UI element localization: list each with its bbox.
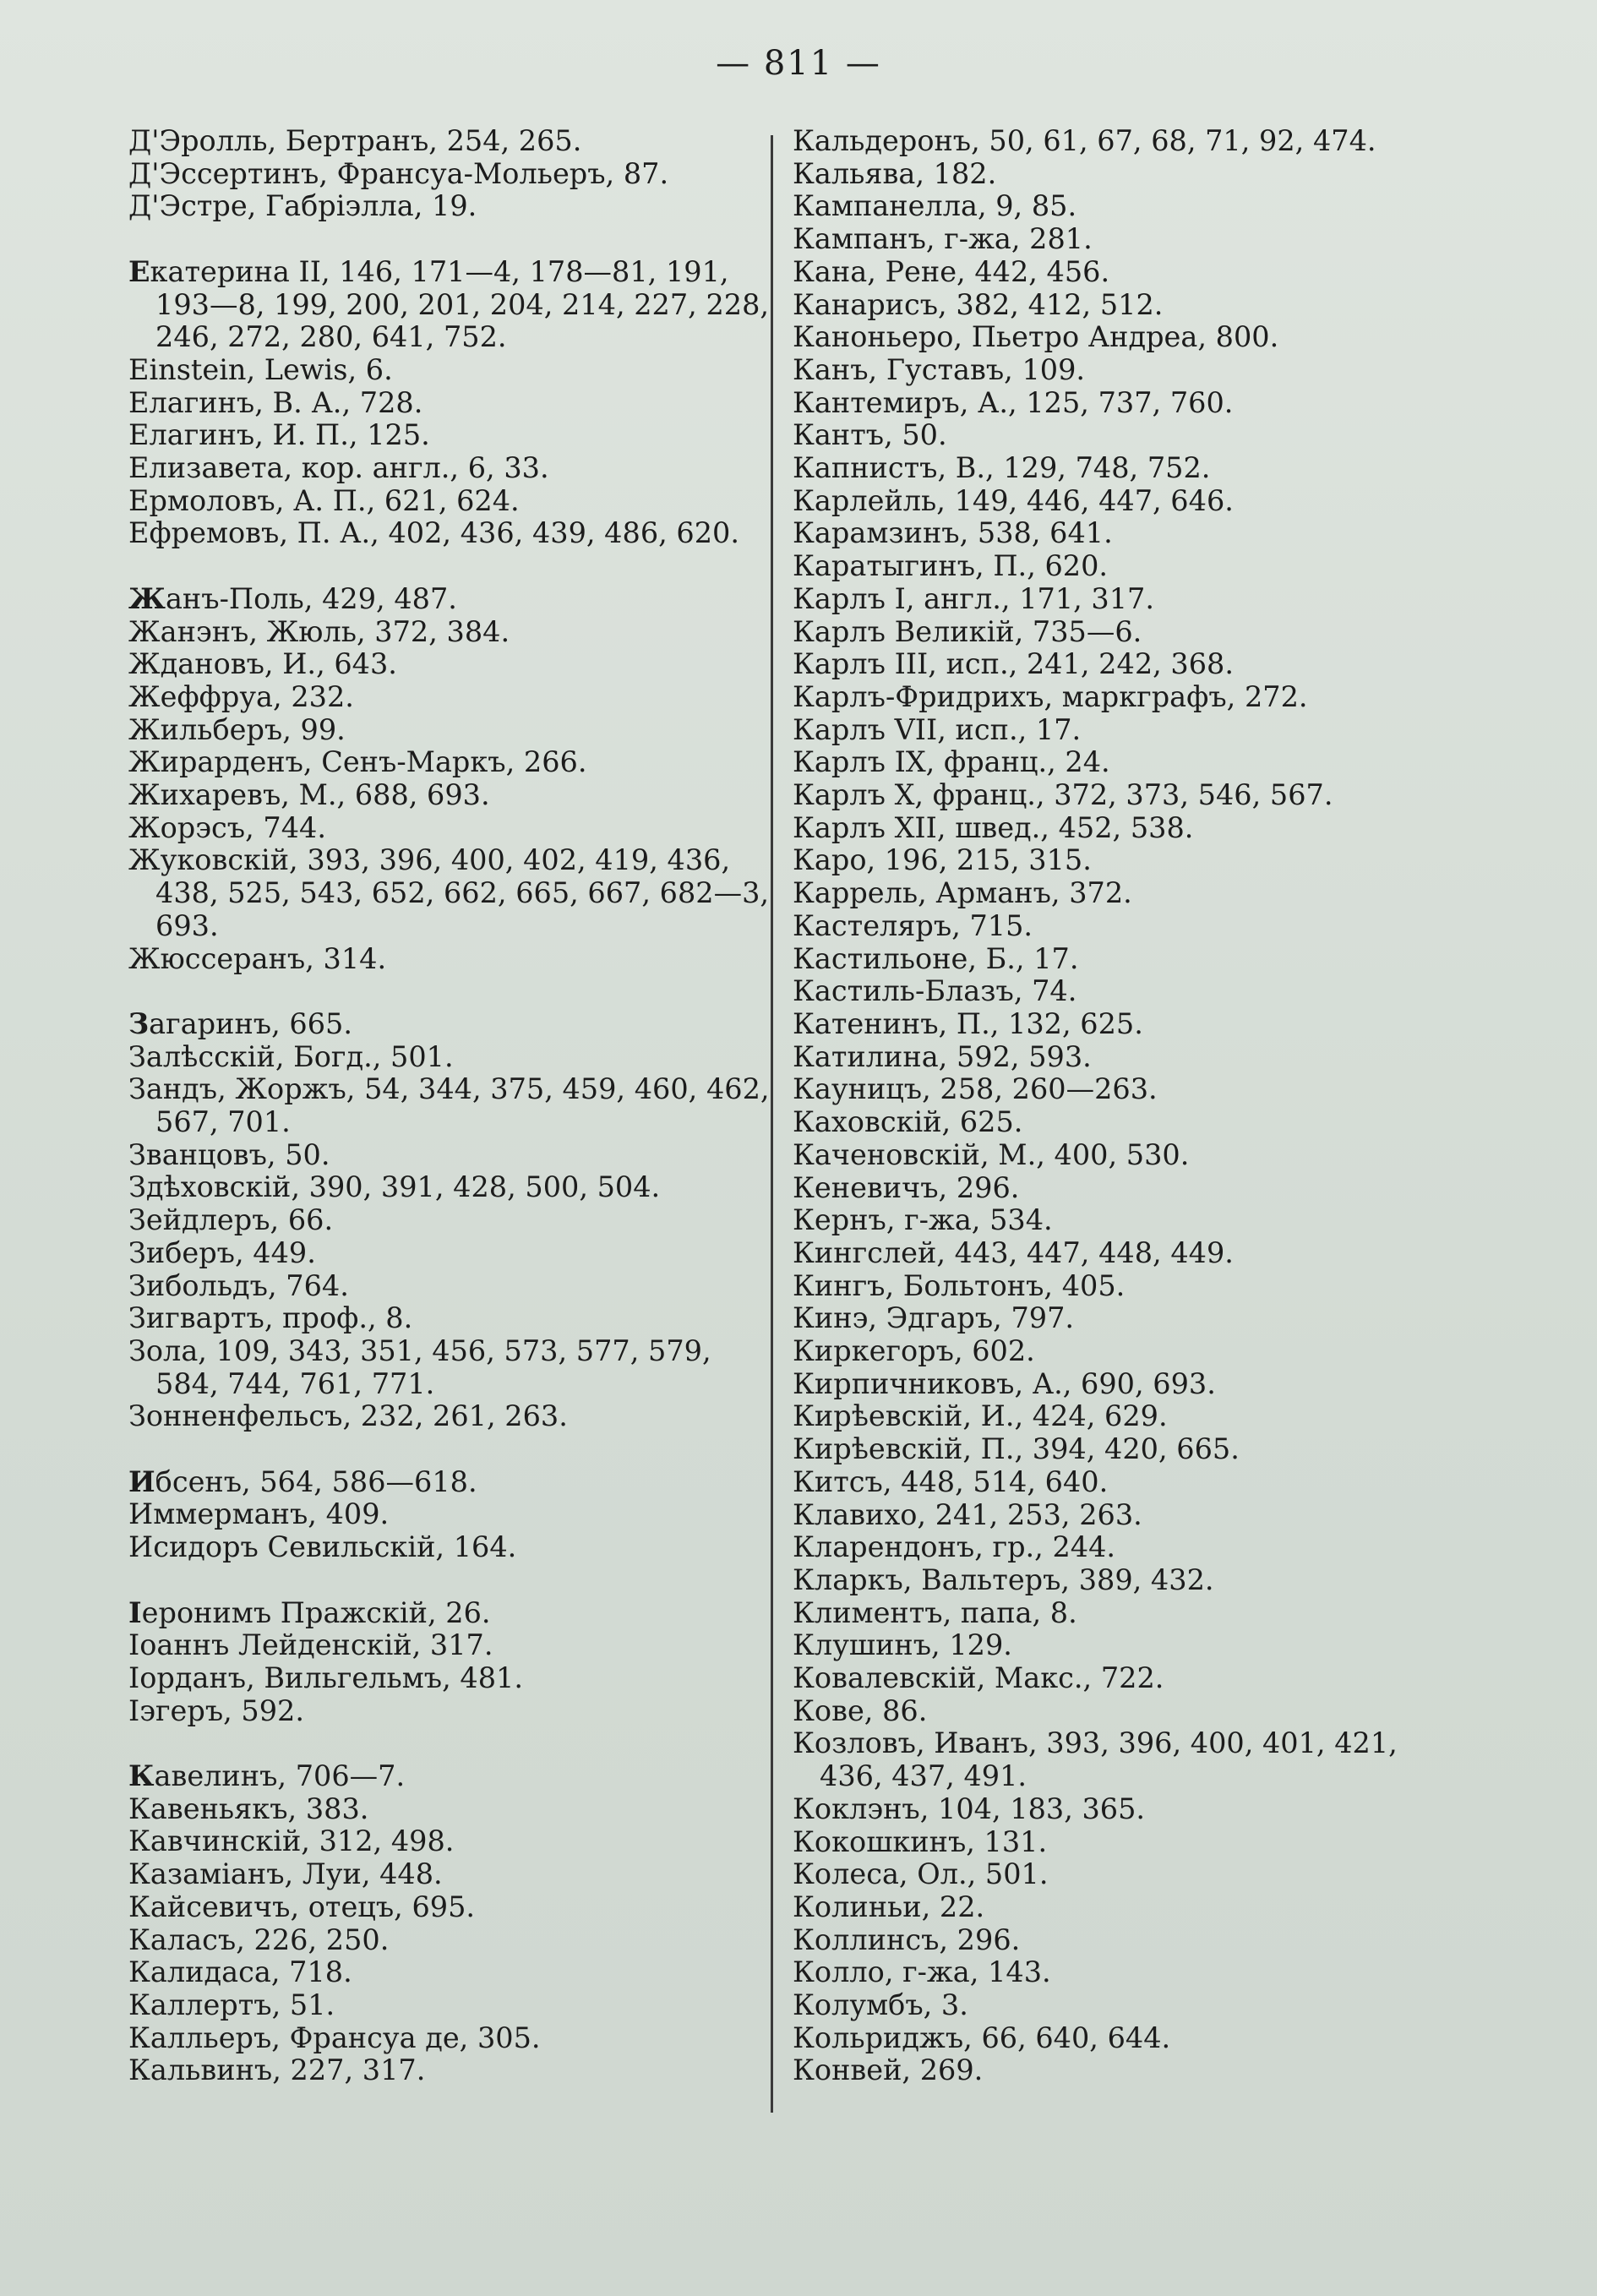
index-entry [128,1760,771,1793]
index-entry: Кантъ, 50. [793,418,947,452]
entry-text: еронимъ Пражскій, 26. [141,1595,491,1629]
index-entry: Кинэ, Эдгаръ, 797. [793,1301,1075,1335]
entry-text: Іоаннъ Лейденскій, 317. [128,1628,493,1662]
index-entry: Колеса, Ол., 501. [793,1857,1049,1891]
entry-text: Д'Эролль, Бертранъ, 254, 265. [128,124,582,157]
entry-text: Зола, 109, 343, 351, 456, 573, 577, 579, 584, 744, 761, 771. [128,1333,711,1400]
index-entry [128,125,771,158]
index-entry: Кольриджъ, 66, 640, 644. [793,2021,1171,2054]
index-entry [128,1335,771,1400]
entry-text: бсенъ, 564, 586—618. [155,1464,477,1498]
index-entry: Капнистъ, В., 129, 748, 752. [793,451,1211,485]
index-entry [128,1073,771,1138]
index-entry [128,1139,771,1172]
index-entry: Колумбъ, 3. [793,1988,968,2022]
index-entry [128,1270,771,1303]
entry-text: Жорэсъ, 744. [128,810,326,844]
index-entry [128,1825,771,1858]
entry-text: Званцовъ, 50. [128,1137,330,1171]
index-entry: Карамзинъ, 538, 641. [793,516,1113,550]
index-entry: Каратыгинъ, П., 620. [793,549,1109,583]
entry-text: Елагинъ, В. А., 728. [128,385,423,419]
entry-text: Залѣсскій, Богд., 501. [128,1039,454,1073]
index-column-left [128,125,771,2087]
entry-text: Зигвартъ, проф., 8. [128,1301,413,1335]
index-entry [128,844,771,942]
index-entry: Каноньеро, Пьетро Андреа, 800. [793,320,1279,354]
entry-text: авелинъ, 706—7. [154,1759,406,1793]
index-entry: Карлъ I, англ., 171, 317. [793,581,1155,615]
index-entry: Катенинъ, П., 132, 625. [793,1006,1143,1040]
section-initial: З [128,1006,150,1040]
index-entry: Колиньи, 22. [793,1890,985,1923]
index-entry [128,158,771,191]
index-entry: Канарисъ, 382, 412, 512. [793,287,1164,321]
index-entry: Кирѣевскій, П., 394, 420, 665. [793,1432,1240,1466]
index-entry [128,779,771,812]
entry-text: Кальвинъ, 227, 317. [128,2053,426,2087]
index-entry: Кингслей, 443, 447, 448, 449. [793,1235,1234,1269]
section-initial: Ж [128,581,166,615]
index-entry: Козловъ, Иванъ, 393, 396, 400, 401, 421, 436, 437, 491. [793,1726,1398,1793]
index-entry [128,1629,771,1662]
index-entry [128,1989,771,2022]
entry-text: Жильберъ, 99. [128,712,346,746]
index-entry [128,1924,771,1957]
entry-text: Калидаса, 718. [128,1955,352,1989]
index-entry: Кальдеронъ, 50, 61, 67, 68, 71, 92, 474. [793,124,1376,157]
group-gap [128,550,771,583]
section-initial: К [128,1759,155,1793]
index-entry: Кампанелла, 9, 85. [793,189,1077,223]
entry-text: Зиберъ, 449. [128,1235,316,1269]
entry-text: Жеффруа, 232. [128,679,354,713]
index-entry [128,2022,771,2055]
index-entry: Карлъ III, исп., 241, 242, 368. [793,647,1235,681]
index-entry [128,1171,771,1204]
index-entry: Конвей, 269. [793,2053,984,2087]
index-entry: Каро, 196, 215, 315. [793,843,1092,877]
index-entry: Карлъ XII, швед., 452, 538. [793,810,1194,844]
index-entry: Китсъ, 448, 514, 640. [793,1464,1109,1498]
index-entry: Коллинсъ, 296. [793,1922,1021,1956]
index-entry [128,1858,771,1891]
index-entry [128,485,771,518]
index-entry: Коклэнъ, 104, 183, 365. [793,1792,1146,1825]
index-entry: Кирпичниковъ, А., 690, 693. [793,1366,1216,1400]
index-entry [128,190,771,223]
index-entry [128,517,771,550]
entry-text: Жанэнъ, Жюль, 372, 384. [128,614,510,648]
index-entry [128,387,771,420]
index-entry [128,1302,771,1335]
index-entry [128,1695,771,1728]
index-entry [128,1597,771,1630]
index-entry [128,1891,771,1924]
index-entry [128,1008,771,1041]
entry-text: Здѣховскій, 390, 391, 428, 500, 504. [128,1170,661,1204]
entry-text: Каласъ, 226, 250. [128,1922,390,1956]
entry-text: Иммерманъ, 409. [128,1497,390,1531]
index-entry [128,681,771,714]
group-gap [128,975,771,1008]
index-entry: Киркегоръ, 602. [793,1334,1035,1368]
entry-text: Зонненфельсъ, 232, 261, 263. [128,1399,568,1433]
index-entry: Карлъ IX, франц., 24. [793,745,1110,779]
group-gap [128,1564,771,1597]
entry-text: Кавеньякъ, 383. [128,1792,369,1825]
group-gap [128,1727,771,1760]
entry-text: Кайсевичъ, отецъ, 695. [128,1890,476,1923]
entry-text: Einstein, Lewis, 6. [128,352,393,386]
entry-text: Елизавета, кор. англ., 6, 33. [128,451,549,485]
index-entry: Колло, г-жа, 143. [793,1955,1051,1989]
index-entry: Карлъ-Фридрихъ, маркграфъ, 272. [793,679,1308,713]
index-entry: Кальява, 182. [793,156,997,190]
index-entry: Климентъ, папа, 8. [793,1595,1077,1629]
entry-text: катерина II, 146, 171—4, 178—81, 191, 193—8, 199, 200, 201, 204, 214, 227, 228, 246, 272, 280, 641, 752. [150,254,770,354]
index-entry: Ковалевскій, Макс., 722. [793,1661,1164,1695]
column-divider [771,135,773,2113]
section-initial: Е [128,254,150,288]
index-entry [128,1531,771,1564]
index-entry [128,1956,771,1989]
index-entry: Кернъ, г-жа, 534. [793,1203,1053,1237]
entry-text: Жихаревъ, М., 688, 693. [128,778,490,812]
index-entry: Кастиль-Блазъ, 74. [793,974,1077,1008]
index-entry: Кампанъ, г-жа, 281. [793,222,1093,256]
index-column-right [793,125,1435,2087]
index-entry [128,1237,771,1270]
index-entry [128,616,771,649]
index-entry [128,1498,771,1531]
index-entry [128,1793,771,1826]
index-entry: Каррель, Арманъ, 372. [793,876,1132,910]
index-entry [128,419,771,452]
index-entry: Кастильоне, Б., 17. [793,941,1079,975]
index-entry [128,2054,771,2087]
entry-text: Зейдлеръ, 66. [128,1203,334,1237]
index-entry: Кове, 86. [793,1693,928,1727]
group-gap [128,223,771,256]
index-entry: Кана, Рене, 442, 456. [793,254,1110,288]
entry-text: Ждановъ, И., 643. [128,647,397,681]
entry-text: Исидоръ Севильскій, 164. [128,1530,517,1564]
entry-text: Каллертъ, 51. [128,1988,335,2021]
entry-text: Казаміанъ, Луи, 448. [128,1857,443,1891]
group-gap [128,1433,771,1466]
index-entry: Кауницъ, 258, 260—263. [793,1072,1158,1106]
entry-text: Калльеръ, Франсуа де, 305. [128,2021,541,2054]
index-entry: Кларкъ, Вальтеръ, 389, 432. [793,1562,1214,1596]
index-entry [128,256,771,354]
entry-text: Іорданъ, Вильгельмъ, 481. [128,1661,524,1694]
index-entry: Клавихо, 241, 253, 263. [793,1497,1142,1531]
index-entry [128,812,771,845]
index-entry: Кокошкинъ, 131. [793,1824,1048,1858]
index-entry: Канъ, Густавъ, 109. [793,352,1086,386]
index-entry [128,1662,771,1695]
index-entry: Каховскій, 625. [793,1105,1023,1139]
index-entry: Карлъ VII, исп., 17. [793,712,1082,746]
index-entry [128,452,771,485]
entry-text: Іэгеръ, 592. [128,1693,305,1727]
index-entry: Кеневичъ, 296. [793,1170,1020,1204]
entry-text: Жирарденъ, Сенъ-Маркъ, 266. [128,745,587,779]
entry-text: Жюссеранъ, 314. [128,941,387,975]
index-entry: Кирѣевскій, И., 424, 629. [793,1399,1168,1433]
entry-text: Зибольдъ, 764. [128,1268,349,1302]
index-entry: Кингъ, Больтонъ, 405. [793,1268,1126,1302]
entry-text: Жуковскій, 393, 396, 400, 402, 419, 436, 438, 525, 543, 652, 662, 665, 667, 682—3, 693. [128,843,770,942]
index-entry: Кастеляръ, 715. [793,908,1033,942]
entry-text: Елагинъ, И. П., 125. [128,418,430,452]
index-entry: Карлейль, 149, 446, 447, 646. [793,483,1234,517]
index-entry [128,1466,771,1499]
entry-text: Ермоловъ, А. П., 621, 624. [128,483,520,517]
entry-text: Д'Эссертинъ, Франсуа-Мольеръ, 87. [128,156,669,190]
section-initial: І [128,1595,142,1629]
entry-text: анъ-Поль, 429, 487. [165,581,457,615]
index-entry: Кантемиръ, А., 125, 737, 760. [793,385,1234,419]
entry-text: Д'Эстре, Габріэлла, 19. [128,189,477,223]
index-entry [128,1041,771,1074]
entry-text: Ефремовъ, П. А., 402, 436, 439, 486, 620. [128,516,740,550]
index-entry [128,648,771,681]
entry-text: Кавчинскій, 312, 498. [128,1824,455,1858]
index-entry [128,746,771,779]
index-entry [128,354,771,387]
index-entry [128,943,771,976]
index-entry [128,1204,771,1237]
entry-text: Зандъ, Жоржъ, 54, 344, 375, 459, 460, 462, 567, 701. [128,1072,770,1139]
index-entry: Клушинъ, 129. [793,1628,1012,1662]
index-entry: Катилина, 592, 593. [793,1039,1092,1073]
index-entry: Карлъ Великій, 735—6. [793,614,1142,648]
index-entry: Карлъ X, франц., 372, 373, 546, 567. [793,778,1333,812]
section-initial: И [128,1464,155,1498]
index-entry: Кларендонъ, гр., 244. [793,1530,1116,1564]
index-entry [128,714,771,747]
index-entry [128,1400,771,1433]
entry-text: агаринъ, 665. [149,1006,352,1040]
index-entry: Каченовскій, М., 400, 530. [793,1137,1190,1171]
page-number: — 811 — [716,44,881,83]
index-entry [128,583,771,616]
